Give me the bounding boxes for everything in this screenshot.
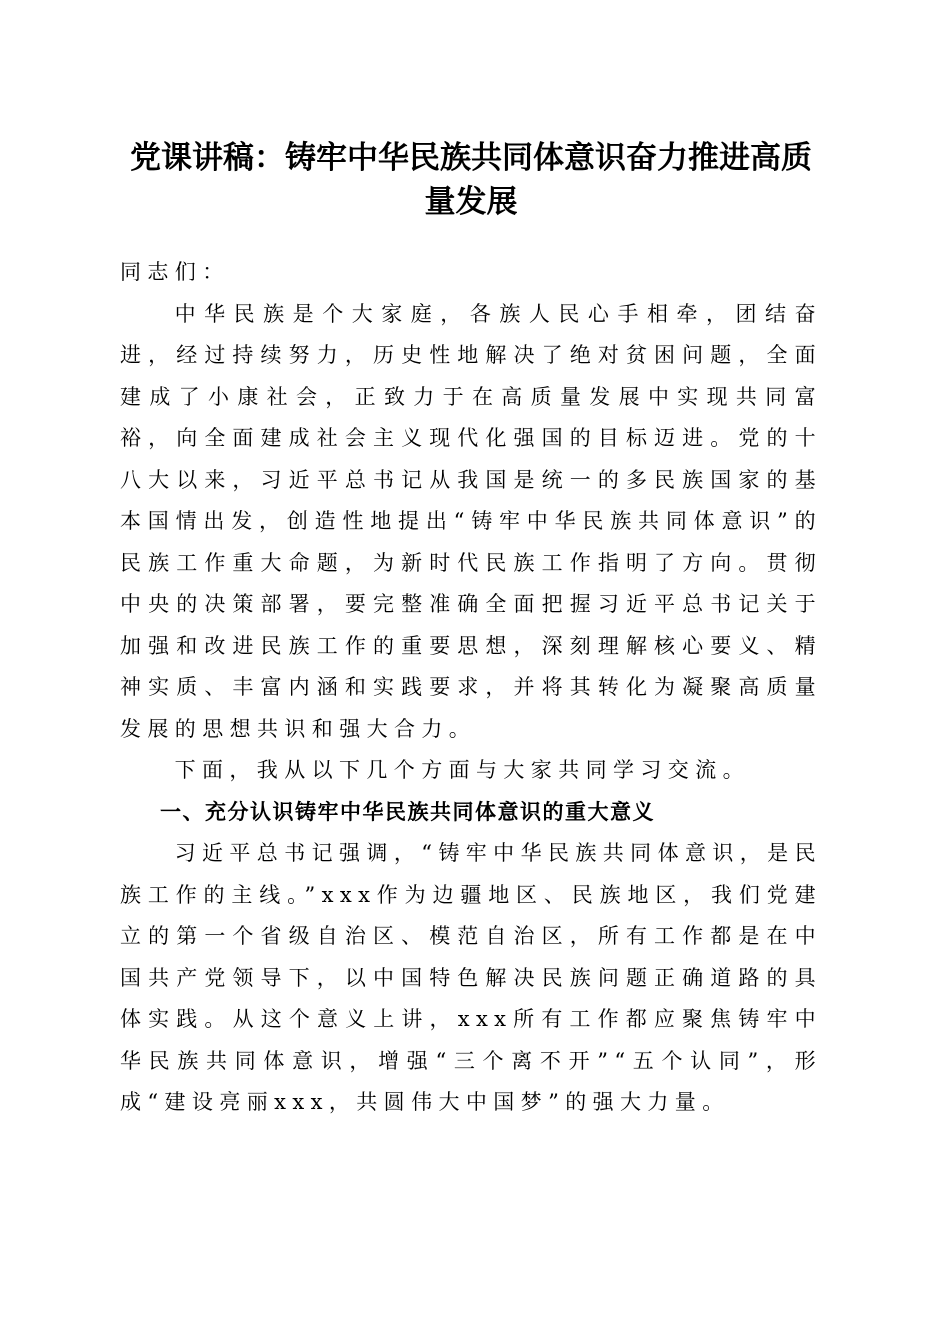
document-body bbox=[120, 252, 822, 1124]
section-1-paragraph: 习近平总书记强调，“铸牢中华民族共同体意识，是民族工作的主线。”xxx作为边疆地区、民族地区，我们党建立的第一个省级自治区、模范自治区，所有工作都是在中国共产党领导下，以中国特色解决民族问题正确道路的具体实践。从这个意义上讲，xxx所有工作都应聚焦铸牢中华民族共同体意识，增强“三个离不开”“五个认同”，形成“建设亮丽xxx，共圆伟大中国梦”的强大力量。 bbox=[120, 841, 822, 1114]
salutation: 同志们： bbox=[120, 260, 230, 284]
transition-paragraph: 下面，我从以下几个方面与大家共同学习交流。 bbox=[174, 758, 750, 782]
section-heading-1: 一、充分认识铸牢中华民族共同体意识的重大意义 bbox=[160, 799, 655, 824]
document-title: 党课讲稿：铸牢中华民族共同体意识奋力推进高质量发展 bbox=[130, 140, 812, 220]
intro-paragraph: 中华民族是个大家庭，各族人民心手相牵，团结奋进，经过持续努力，历史性地解决了绝对贫困问题，全面建成了小康社会，正致力于在高质量发展中实现共同富裕，向全面建成社会主义现代化强国的目标迈进。党的十八大以来，习近平总书记从我国是统一的多民族国家的基本国情出发，创造性地提出“铸牢中华民族共同体意识”的民族工作重大命题，为新时代民族工作指明了方向。贯彻中央的决策部署，要完整准确全面把握习近平总书记关于加强和改进民族工作的重要思想，深刻理解核心要义、精神实质、丰富内涵和实践要求，并将其转化为凝聚高质量发展的思想共识和强大合力。 bbox=[120, 301, 822, 741]
